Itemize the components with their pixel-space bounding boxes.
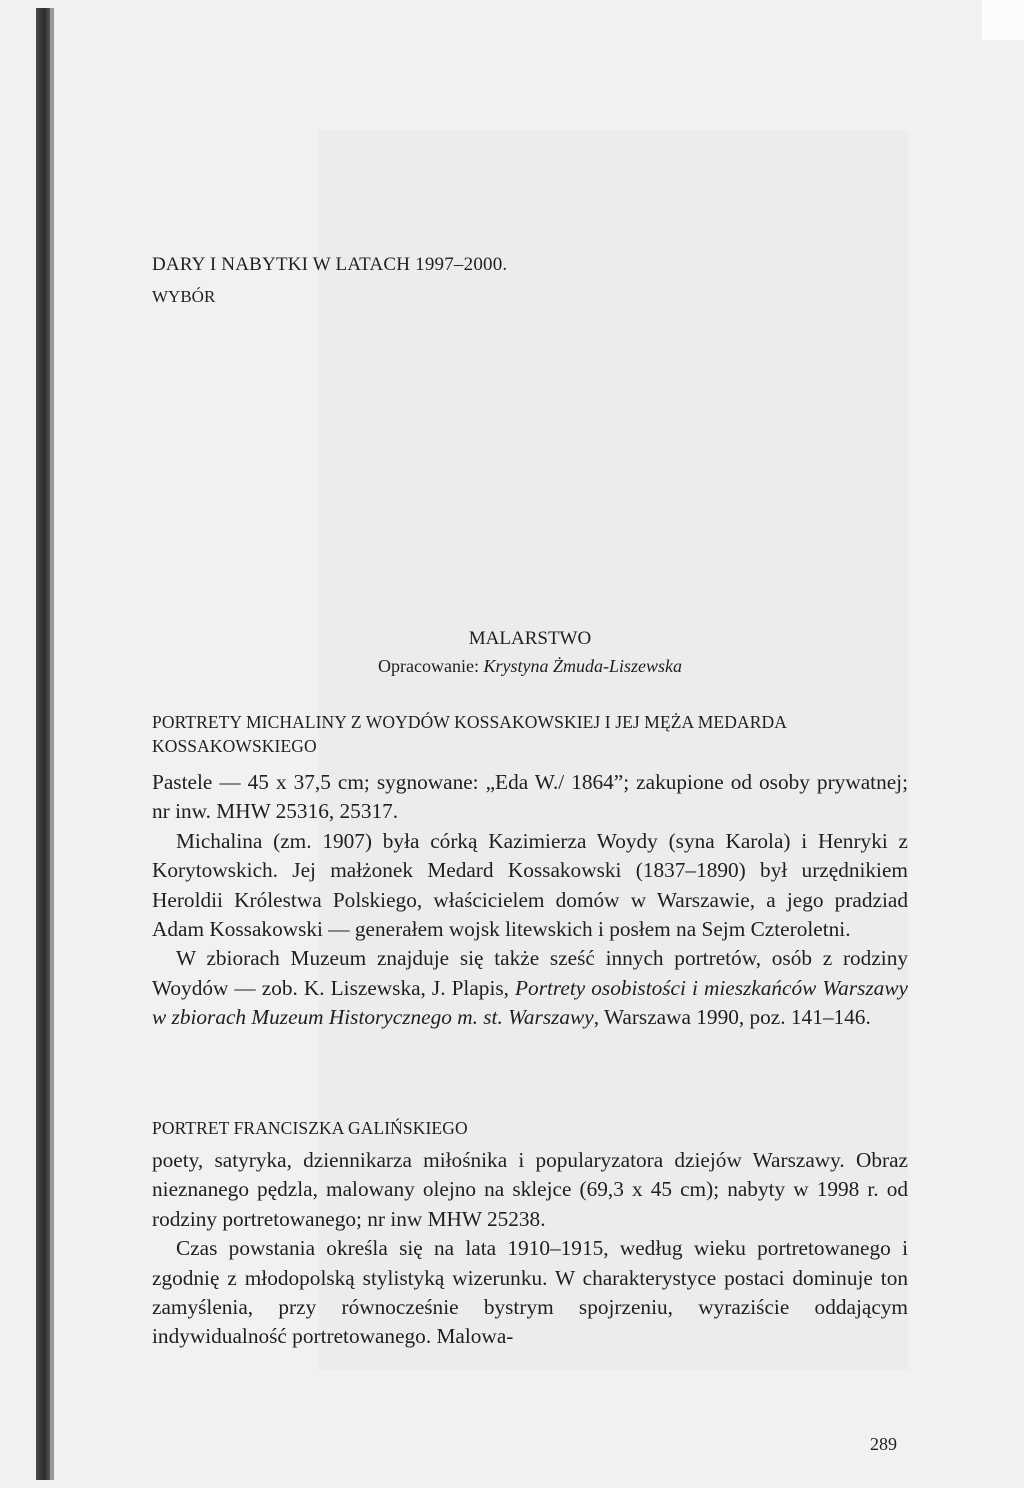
credit-label: Opracowanie: <box>378 656 479 676</box>
section-title: MALARSTWO <box>468 628 592 649</box>
entry-title-galinski: PORTRET FRANCISZKA GALIŃSKIEGO <box>152 1118 468 1138</box>
scan-corner <box>982 0 1024 40</box>
page-title: DARY I NABYTKI W LATACH 1997–2000. <box>152 254 508 275</box>
section-credit <box>152 652 908 680</box>
entry-paragraph: poety, satyryka, dziennikarza miłośnika i popularyzatora dziejów Warszawy. Obraz nieznanego pędzla, malowany olejno na sklejce (69,3 x 45 cm); nabyty w 1998 r. od rodziny portretowanego; nr inw MHW 25238. <box>152 1148 908 1231</box>
entry-paragraph: Pastele — 45 x 37,5 cm; sygnowane: „Eda W./ 1864”; zakupione od osoby prywatnej; nr inw. MHW 25316, 25317. <box>152 770 908 824</box>
credit-author: Krystyna Żmuda-Liszewska <box>483 656 682 676</box>
paragraph-text: , Warszawa 1990, poz. 141–146. <box>593 1005 871 1030</box>
entry-paragraph: Czas powstania określa się na lata 1910–1915, według wieku portretowanego i zgodnię z młodopolską stylistyką wizerunku. W charakterystyce postaci dominuje ton zamyślenia, przy równocześnie bystrym spojrzeniu, wyraziście oddającym indywidualność portretowanego. Malowa- <box>152 1236 908 1349</box>
entry-paragraph: Michalina (zm. 1907) była córką Kazimierza Woydy (syna Karola) i Henryki z Korytowskich. Jej małżonek Medard Kossakowski (1837–1890) był urzędnikiem Heroldii Królestwa Polskiego, właścicielem domów w Warszawie, a jego pradziad Adam Kossakowski — generałem wojsk litewskich i posłem na Sejm Czteroletni. <box>152 828 908 942</box>
entry-title-kossakowski: PORTRETY MICHALINY Z WOYDÓW KOSSAKOWSKIEJ I JEJ MĘŻA MEDARDA KOSSAKOWSKIEGO <box>152 712 786 756</box>
book-spine-shadow <box>36 8 50 1480</box>
citation-title: Portrety osobistości i mieszkańców Warszawy w zbiorach Muzeum Historycznego m. st. Warszawy <box>152 975 908 1030</box>
page-header <box>152 252 507 314</box>
paragraph-text: W zbiorach Muzeum znajduje się także sześć innych portretów, osób z rodziny Woydów — zob. K. Liszewska, J. Plapis, <box>152 946 908 1000</box>
book-spine-edge <box>50 8 54 1480</box>
page-subtitle: WYBÓR <box>152 287 216 306</box>
entry-body-galinski <box>152 1146 908 1352</box>
section-heading <box>152 626 908 680</box>
entry-body-kossakowski <box>152 768 908 1033</box>
entry-paragraph <box>152 944 908 1032</box>
page-number: 289 <box>870 1434 897 1454</box>
